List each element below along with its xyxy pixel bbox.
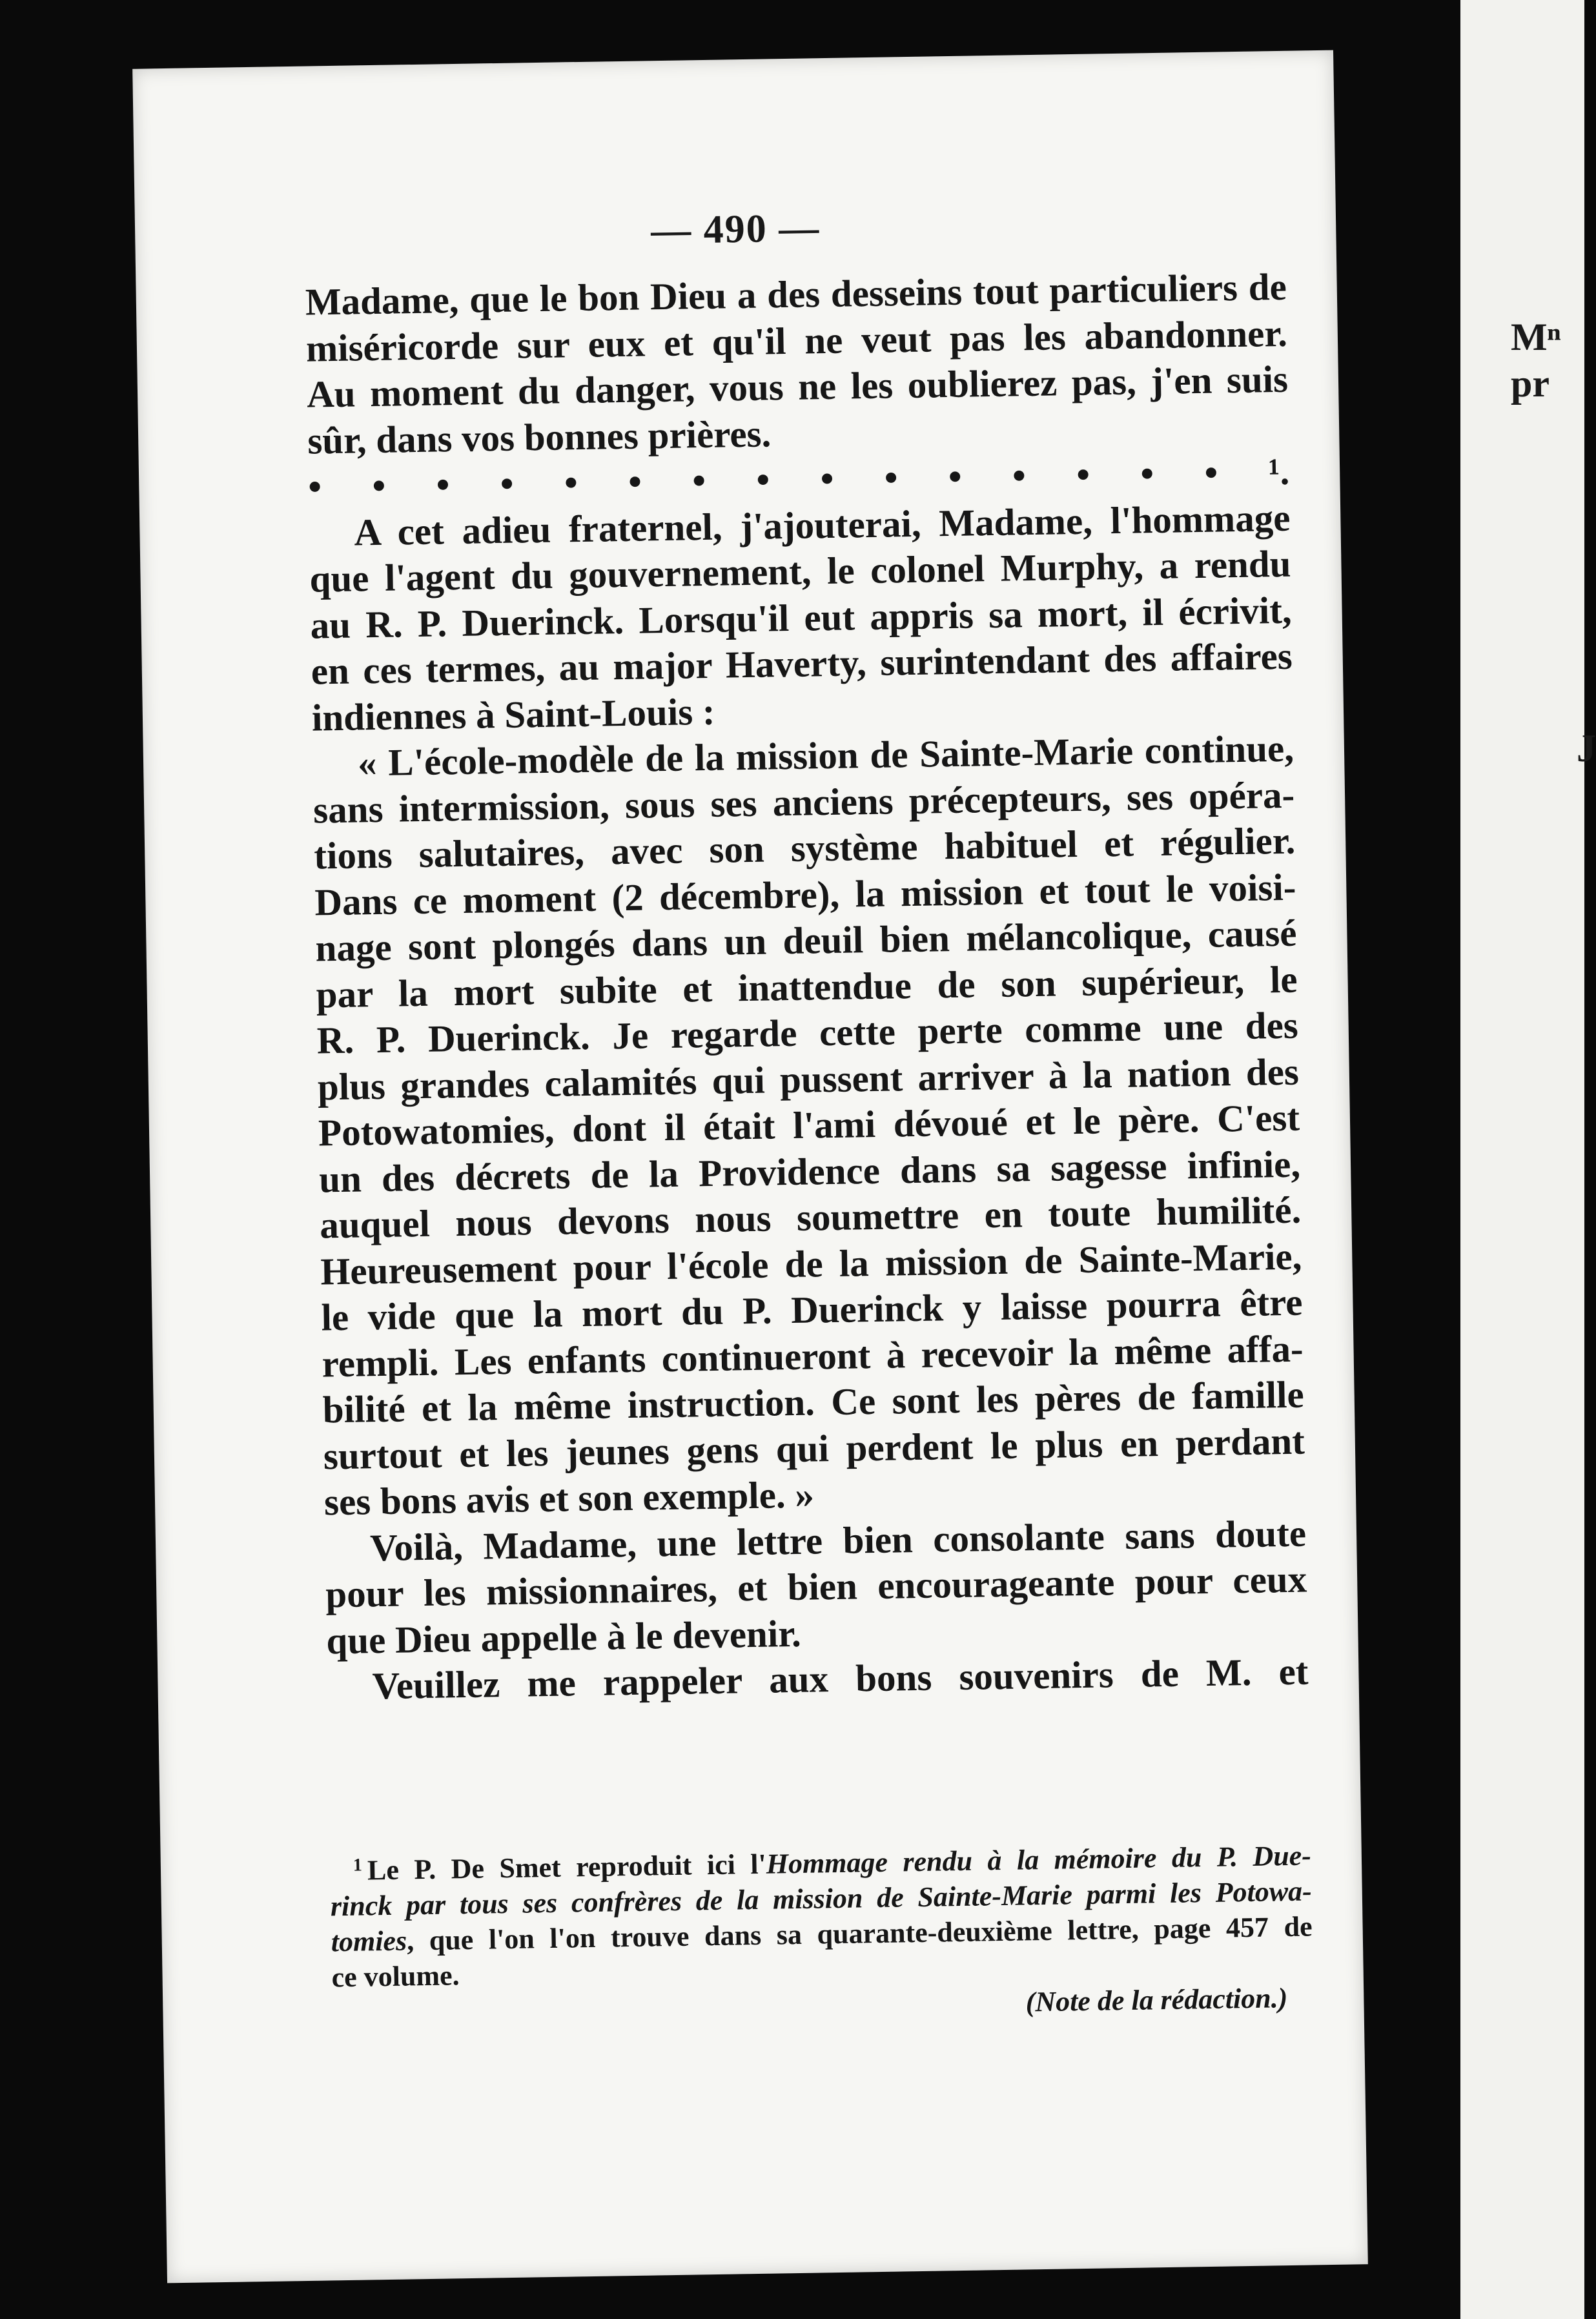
body-text xyxy=(305,264,1309,1710)
text-line: Au moment du danger, vous ne les oublierez pas, j'en suis xyxy=(306,357,1289,416)
text-line: ses bons avis et son exemple. » xyxy=(323,1473,815,1524)
footnote-line: ce volume. xyxy=(331,1959,460,1994)
text-line: « L'école-modèle de la mission de Sainte-Marie continue, xyxy=(357,726,1294,784)
text-line: au R. P. Duerinck. Lorsqu'il eut appris sa mort, il écrivit, xyxy=(310,588,1293,647)
editorial-note: (Note de la rédaction.) xyxy=(1025,1982,1288,2018)
footnote-marker: 1 xyxy=(353,1855,363,1875)
adjacent-page-fragment: Mⁿ xyxy=(1511,316,1561,358)
text-line: Dans ce moment (2 décembre), la mission et tout le voisi- xyxy=(314,865,1296,924)
text-line: Potowatomies, dont il était l'ami dévoué et le père. C'est xyxy=(318,1096,1300,1154)
page-number: — 490 — xyxy=(650,206,821,253)
text-line: tions salutaires, avec son système habituel et régulier. xyxy=(313,819,1296,877)
text-line: miséricorde sur eux et qu'il ne veut pas les abandonner. xyxy=(305,311,1288,370)
footnote-text: , que l'on l'on trouve dans sa quarante-deuxième lettre, page 457 de xyxy=(406,1910,1313,1957)
footnote-title: Hommage rendu à la mémoire du P. Due- xyxy=(766,1839,1312,1880)
text-line: Heureusement pour l'école de la mission de Sainte-Marie, xyxy=(320,1234,1302,1292)
text-line: que Dieu appelle à le devenir. xyxy=(325,1611,802,1662)
text-line: indiennes à Saint-Louis : xyxy=(311,690,716,739)
text-line: surtout et les jeunes gens qui perdent le plus en perdant xyxy=(323,1419,1305,1477)
text-line: sûr, dans vos bonnes prières. xyxy=(307,411,772,462)
footnote-title: tomies xyxy=(331,1925,407,1958)
footnote xyxy=(329,1832,1313,2030)
footnote-text: Le P. De Smet reproduit ici l' xyxy=(367,1848,767,1886)
text-line: en ces termes, au major Haverty, surintendant des affaires xyxy=(311,634,1293,693)
text-line: A cet adieu fraternel, j'ajouterai, Madame, l'hommage xyxy=(353,496,1291,554)
text-line: Veuillez me rappeler aux bons souvenirs de M. et xyxy=(372,1650,1309,1708)
text-line: nage sont plongés dans un deuil bien mélancolique, causé xyxy=(315,911,1297,970)
text-line: bilité et la même instruction. Ce sont les pères de famille xyxy=(322,1373,1305,1431)
ellipsis-line: • • • • • • • • • • • • • • • ¹. xyxy=(307,449,1290,508)
text-line: R. P. Duerinck. Je regarde cette perte comme une des xyxy=(316,1003,1299,1062)
text-line: que l'agent du gouvernement, le colonel Murphy, a rendu xyxy=(309,542,1291,600)
text-line: par la mort subite et inattendue de son supérieur, le xyxy=(316,957,1298,1016)
adjacent-page-fragment: pr xyxy=(1511,362,1550,405)
text-line: un des décrets de la Providence dans sa sagesse infinie, xyxy=(318,1142,1301,1200)
text-line: pour les missionnaires, et bien encourageante pour ceux xyxy=(325,1557,1307,1616)
text-line: sans intermission, sous ses anciens précepteurs, ses opéra- xyxy=(312,773,1295,832)
adjacent-page-edge xyxy=(1460,0,1596,2319)
text-line: Madame, que le bon Dieu a des desseins tout particuliers de xyxy=(305,265,1287,323)
footnote-title-line: rinck par tous ses confrères de la mission de Sainte-Marie parmi les Potowa- xyxy=(330,1875,1313,1923)
book-page xyxy=(132,50,1368,2283)
adjacent-page-fragment: J xyxy=(1577,727,1596,770)
text-line: Voilà, Madame, une lettre bien consolante sans doute xyxy=(369,1511,1307,1569)
text-line: rempli. Les enfants continueront à recevoir la même affa- xyxy=(322,1327,1304,1385)
text-line: le vide que la mort du P. Duerinck y laisse pourra être xyxy=(321,1280,1303,1339)
text-line: plus grandes calamités qui pussent arriver à la nation des xyxy=(317,1050,1300,1108)
text-line: auquel nous devons nous soumettre en toute humilité. xyxy=(319,1188,1302,1247)
